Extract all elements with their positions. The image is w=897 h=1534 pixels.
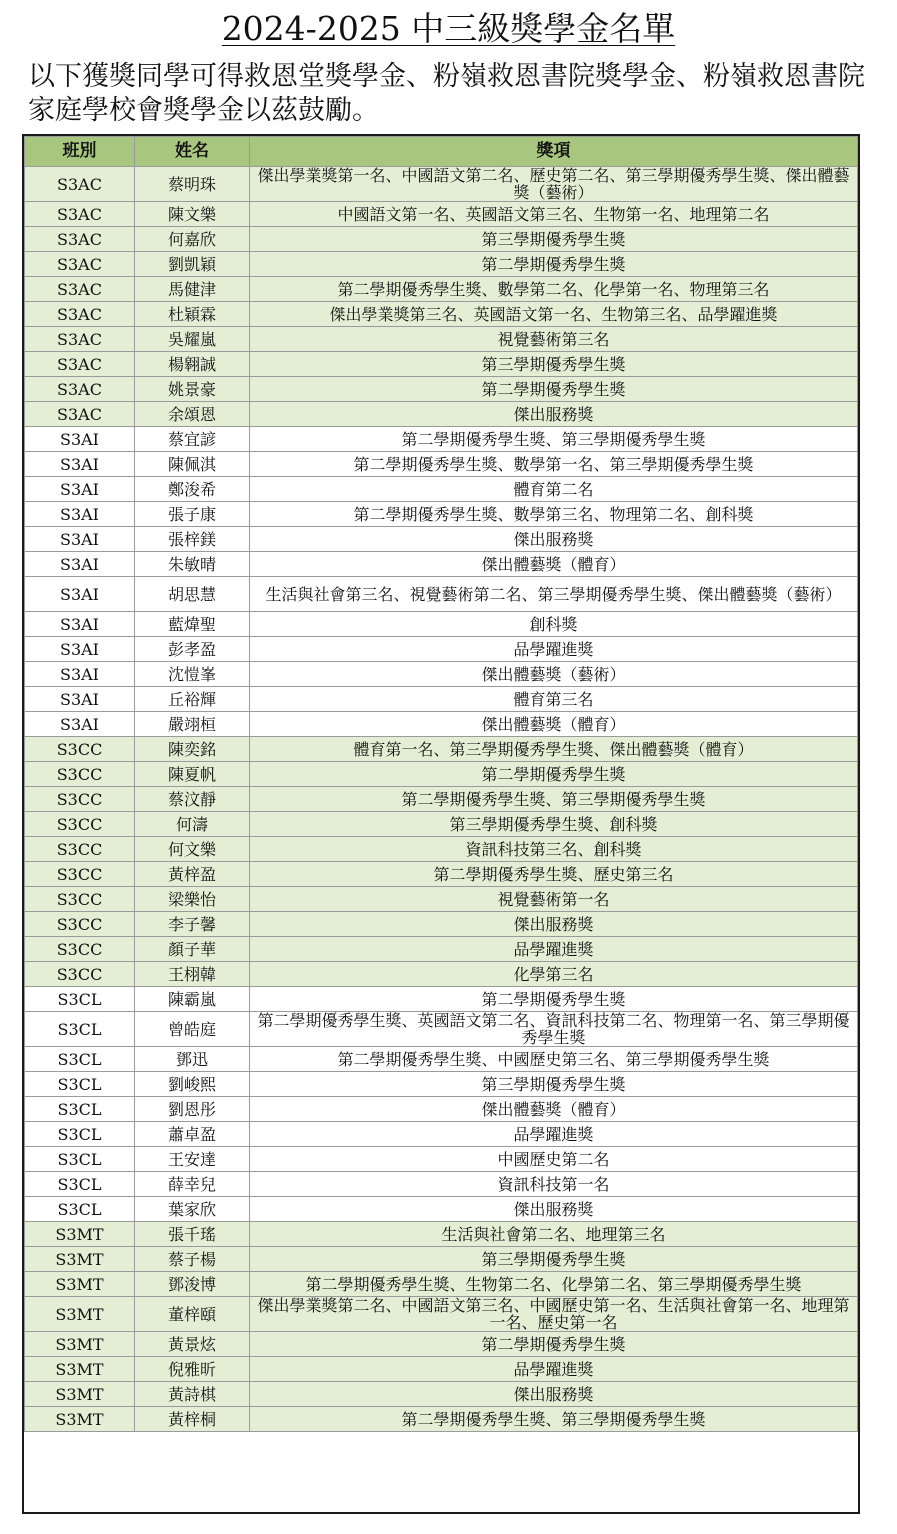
cell-award: 化學第三名 <box>250 962 858 987</box>
cell-award: 第二學期優秀學生獎、數學第一名、第三學期優秀學生獎 <box>250 452 858 477</box>
cell-class: S3CL <box>25 1047 135 1072</box>
table-row <box>25 1297 858 1332</box>
table-row <box>25 862 858 887</box>
cell-class: S3CC <box>25 837 135 862</box>
cell-award: 傑出學業獎第三名、英國語文第一名、生物第三名、品學躍進獎 <box>250 302 858 327</box>
cell-class: S3AI <box>25 477 135 502</box>
table-row <box>25 502 858 527</box>
cell-class: S3MT <box>25 1357 135 1382</box>
table-row <box>25 637 858 662</box>
header-class: 班別 <box>25 137 135 167</box>
table-row <box>25 527 858 552</box>
cell-class: S3CL <box>25 1197 135 1222</box>
table-row <box>25 1122 858 1147</box>
cell-class: S3AC <box>25 302 135 327</box>
table-row <box>25 1382 858 1407</box>
cell-class: S3AI <box>25 712 135 737</box>
table-row <box>25 887 858 912</box>
cell-award: 資訊科技第三名、創科獎 <box>250 837 858 862</box>
table-row <box>25 812 858 837</box>
cell-class: S3MT <box>25 1222 135 1247</box>
cell-award: 第二學期優秀學生獎、中國歷史第三名、第三學期優秀學生獎 <box>250 1047 858 1072</box>
cell-name: 何濤 <box>135 812 250 837</box>
table-row <box>25 1097 858 1122</box>
table-row <box>25 477 858 502</box>
table-row <box>25 687 858 712</box>
cell-award: 第二學期優秀學生獎、第三學期優秀學生獎 <box>250 787 858 812</box>
cell-award: 第三學期優秀學生獎 <box>250 1247 858 1272</box>
cell-award: 第三學期優秀學生獎 <box>250 352 858 377</box>
cell-class: S3CC <box>25 812 135 837</box>
table-row <box>25 202 858 227</box>
cell-class: S3CC <box>25 737 135 762</box>
cell-name: 陳佩淇 <box>135 452 250 477</box>
cell-award: 傑出體藝獎（藝術） <box>250 662 858 687</box>
cell-award: 體育第二名 <box>250 477 858 502</box>
cell-award: 體育第三名 <box>250 687 858 712</box>
cell-award: 傑出體藝獎（體育） <box>250 1097 858 1122</box>
cell-class: S3AC <box>25 277 135 302</box>
cell-name: 劉凱穎 <box>135 252 250 277</box>
table-header-row <box>25 137 858 167</box>
cell-name: 鄧浚博 <box>135 1272 250 1297</box>
cell-award: 第二學期優秀學生獎 <box>250 377 858 402</box>
cell-award: 第二學期優秀學生獎 <box>250 1332 858 1357</box>
table-row <box>25 277 858 302</box>
cell-name: 張子康 <box>135 502 250 527</box>
cell-class: S3AC <box>25 227 135 252</box>
cell-award: 品學躍進獎 <box>250 1122 858 1147</box>
cell-award: 傑出服務獎 <box>250 402 858 427</box>
page-title: 2024-2025 中三級獎學金名單 <box>221 9 676 48</box>
cell-class: S3AI <box>25 662 135 687</box>
cell-name: 陳夏帆 <box>135 762 250 787</box>
cell-award: 第二學期優秀學生獎、第三學期優秀學生獎 <box>250 427 858 452</box>
cell-name: 彭孝盈 <box>135 637 250 662</box>
table-row <box>25 1407 858 1432</box>
cell-award: 創科獎 <box>250 612 858 637</box>
cell-name: 劉恩彤 <box>135 1097 250 1122</box>
cell-name: 陳文樂 <box>135 202 250 227</box>
cell-name: 蕭卓盈 <box>135 1122 250 1147</box>
table-row <box>25 1147 858 1172</box>
cell-award: 中國歷史第二名 <box>250 1147 858 1172</box>
cell-class: S3AC <box>25 167 135 202</box>
cell-name: 馬健津 <box>135 277 250 302</box>
cell-award: 視覺藝術第一名 <box>250 887 858 912</box>
table-row <box>25 167 858 202</box>
table-row <box>25 302 858 327</box>
cell-award: 第三學期優秀學生獎 <box>250 1072 858 1097</box>
table-row <box>25 1197 858 1222</box>
table-row <box>25 1332 858 1357</box>
table-row <box>25 1047 858 1072</box>
cell-award: 體育第一名、第三學期優秀學生獎、傑出體藝獎（體育） <box>250 737 858 762</box>
cell-award: 第二學期優秀學生獎、歷史第三名 <box>250 862 858 887</box>
table-row <box>25 912 858 937</box>
cell-class: S3CC <box>25 912 135 937</box>
cell-class: S3CL <box>25 1012 135 1047</box>
cell-class: S3AI <box>25 527 135 552</box>
cell-award: 第三學期優秀學生獎 <box>250 227 858 252</box>
cell-name: 張千瑤 <box>135 1222 250 1247</box>
scholarship-table-container <box>22 134 860 1514</box>
cell-class: S3AC <box>25 252 135 277</box>
cell-name: 沈愷峯 <box>135 662 250 687</box>
cell-name: 董梓頤 <box>135 1297 250 1332</box>
cell-class: S3CL <box>25 1072 135 1097</box>
cell-class: S3AC <box>25 202 135 227</box>
table-row <box>25 227 858 252</box>
cell-class: S3CC <box>25 862 135 887</box>
table-row <box>25 427 858 452</box>
table-row <box>25 837 858 862</box>
cell-class: S3CL <box>25 1172 135 1197</box>
cell-class: S3MT <box>25 1332 135 1357</box>
cell-award: 傑出學業獎第一名、中國語文第二名、歷史第二名、第三學期優秀學生獎、傑出體藝獎（藝術） <box>250 167 858 202</box>
cell-class: S3MT <box>25 1407 135 1432</box>
cell-award: 傑出服務獎 <box>250 1382 858 1407</box>
table-row <box>25 962 858 987</box>
scholarship-table <box>24 136 858 1432</box>
table-row <box>25 612 858 637</box>
cell-award: 傑出體藝獎（體育） <box>250 712 858 737</box>
cell-name: 蔡子楊 <box>135 1247 250 1272</box>
table-row <box>25 712 858 737</box>
table-row <box>25 1357 858 1382</box>
cell-award: 第二學期優秀學生獎、第三學期優秀學生獎 <box>250 1407 858 1432</box>
cell-name: 胡思慧 <box>135 577 250 612</box>
table-row <box>25 1172 858 1197</box>
cell-name: 何嘉欣 <box>135 227 250 252</box>
cell-name: 蔡汶靜 <box>135 787 250 812</box>
cell-class: S3AI <box>25 612 135 637</box>
cell-class: S3AC <box>25 352 135 377</box>
cell-class: S3AI <box>25 687 135 712</box>
table-row <box>25 1222 858 1247</box>
table-row <box>25 1072 858 1097</box>
cell-class: S3CL <box>25 987 135 1012</box>
table-row <box>25 352 858 377</box>
cell-name: 陳奕銘 <box>135 737 250 762</box>
table-row <box>25 252 858 277</box>
cell-award: 第二學期優秀學生獎 <box>250 762 858 787</box>
cell-name: 劉峻熙 <box>135 1072 250 1097</box>
cell-name: 曾皓庭 <box>135 1012 250 1047</box>
cell-award: 視覺藝術第三名 <box>250 327 858 352</box>
cell-name: 顏子華 <box>135 937 250 962</box>
table-row <box>25 327 858 352</box>
table-row <box>25 762 858 787</box>
table-row <box>25 402 858 427</box>
cell-award: 資訊科技第一名 <box>250 1172 858 1197</box>
cell-award: 品學躍進獎 <box>250 637 858 662</box>
cell-award: 第二學期優秀學生獎 <box>250 252 858 277</box>
cell-class: S3CL <box>25 1147 135 1172</box>
cell-name: 黃梓盈 <box>135 862 250 887</box>
cell-name: 朱敏晴 <box>135 552 250 577</box>
table-row <box>25 452 858 477</box>
cell-name: 黃詩棋 <box>135 1382 250 1407</box>
cell-class: S3CC <box>25 962 135 987</box>
cell-class: S3AC <box>25 377 135 402</box>
cell-class: S3AI <box>25 452 135 477</box>
table-row <box>25 737 858 762</box>
table-row <box>25 787 858 812</box>
table-row <box>25 1012 858 1047</box>
table-row <box>25 1247 858 1272</box>
cell-name: 陳霸嵐 <box>135 987 250 1012</box>
cell-class: S3CC <box>25 887 135 912</box>
cell-award: 傑出服務獎 <box>250 912 858 937</box>
cell-award: 第二學期優秀學生獎、生物第二名、化學第二名、第三學期優秀學生獎 <box>250 1272 858 1297</box>
cell-name: 黃梓桐 <box>135 1407 250 1432</box>
cell-award: 生活與社會第三名、視覺藝術第二名、第三學期優秀學生獎、傑出體藝獎（藝術） <box>250 577 858 612</box>
cell-class: S3CC <box>25 787 135 812</box>
cell-name: 王安達 <box>135 1147 250 1172</box>
intro-text: 以下獲獎同學可得救恩堂獎學金、粉嶺救恩書院獎學金、粉嶺救恩書院家庭學校會獎學金以茲鼓勵。 <box>28 61 865 126</box>
cell-name: 鄭浚希 <box>135 477 250 502</box>
table-row <box>25 987 858 1012</box>
cell-award: 傑出學業獎第二名、中國語文第三名、中國歷史第一名、生活與社會第一名、地理第一名、歷史第一名 <box>250 1297 858 1332</box>
header-name: 姓名 <box>135 137 250 167</box>
cell-name: 李子馨 <box>135 912 250 937</box>
cell-name: 張梓鎂 <box>135 527 250 552</box>
cell-name: 梁樂怡 <box>135 887 250 912</box>
cell-award: 傑出服務獎 <box>250 527 858 552</box>
cell-name: 蔡宜諺 <box>135 427 250 452</box>
cell-name: 薛幸兒 <box>135 1172 250 1197</box>
cell-name: 藍煒聖 <box>135 612 250 637</box>
cell-award: 品學躍進獎 <box>250 1357 858 1382</box>
cell-class: S3CC <box>25 937 135 962</box>
table-row <box>25 577 858 612</box>
cell-class: S3AI <box>25 637 135 662</box>
table-row <box>25 937 858 962</box>
cell-name: 黃景炫 <box>135 1332 250 1357</box>
cell-award: 第二學期優秀學生獎、英國語文第二名、資訊科技第二名、物理第一名、第三學期優秀學生獎 <box>250 1012 858 1047</box>
cell-name: 丘裕輝 <box>135 687 250 712</box>
cell-class: S3AI <box>25 427 135 452</box>
cell-name: 杜穎霖 <box>135 302 250 327</box>
cell-name: 鄧迅 <box>135 1047 250 1072</box>
cell-class: S3AI <box>25 502 135 527</box>
cell-name: 葉家欣 <box>135 1197 250 1222</box>
table-body <box>25 167 858 1432</box>
cell-class: S3MT <box>25 1272 135 1297</box>
cell-class: S3CL <box>25 1122 135 1147</box>
cell-name: 余頌恩 <box>135 402 250 427</box>
cell-class: S3CL <box>25 1097 135 1122</box>
table-row <box>25 662 858 687</box>
cell-name: 姚景豪 <box>135 377 250 402</box>
cell-award: 第二學期優秀學生獎、數學第三名、物理第二名、創科獎 <box>250 502 858 527</box>
cell-award: 第三學期優秀學生獎、創科獎 <box>250 812 858 837</box>
cell-class: S3CC <box>25 762 135 787</box>
cell-class: S3MT <box>25 1247 135 1272</box>
cell-name: 吳耀嵐 <box>135 327 250 352</box>
table-row <box>25 552 858 577</box>
cell-name: 何文樂 <box>135 837 250 862</box>
table-row <box>25 1272 858 1297</box>
cell-class: S3AI <box>25 552 135 577</box>
cell-award: 生活與社會第二名、地理第三名 <box>250 1222 858 1247</box>
cell-award: 第二學期優秀學生獎 <box>250 987 858 1012</box>
cell-name: 楊翱誠 <box>135 352 250 377</box>
cell-class: S3AC <box>25 402 135 427</box>
cell-class: S3MT <box>25 1382 135 1407</box>
cell-award: 中國語文第一名、英國語文第三名、生物第一名、地理第二名 <box>250 202 858 227</box>
cell-class: S3AC <box>25 327 135 352</box>
header-award: 獎項 <box>250 137 858 167</box>
cell-class: S3MT <box>25 1297 135 1332</box>
table-row <box>25 377 858 402</box>
cell-award: 傑出體藝獎（體育） <box>250 552 858 577</box>
cell-name: 嚴翊桓 <box>135 712 250 737</box>
cell-award: 傑出服務獎 <box>250 1197 858 1222</box>
cell-name: 倪雅昕 <box>135 1357 250 1382</box>
cell-name: 王栩韓 <box>135 962 250 987</box>
cell-award: 品學躍進獎 <box>250 937 858 962</box>
cell-name: 蔡明珠 <box>135 167 250 202</box>
cell-award: 第二學期優秀學生獎、數學第二名、化學第一名、物理第三名 <box>250 277 858 302</box>
cell-class: S3AI <box>25 577 135 612</box>
